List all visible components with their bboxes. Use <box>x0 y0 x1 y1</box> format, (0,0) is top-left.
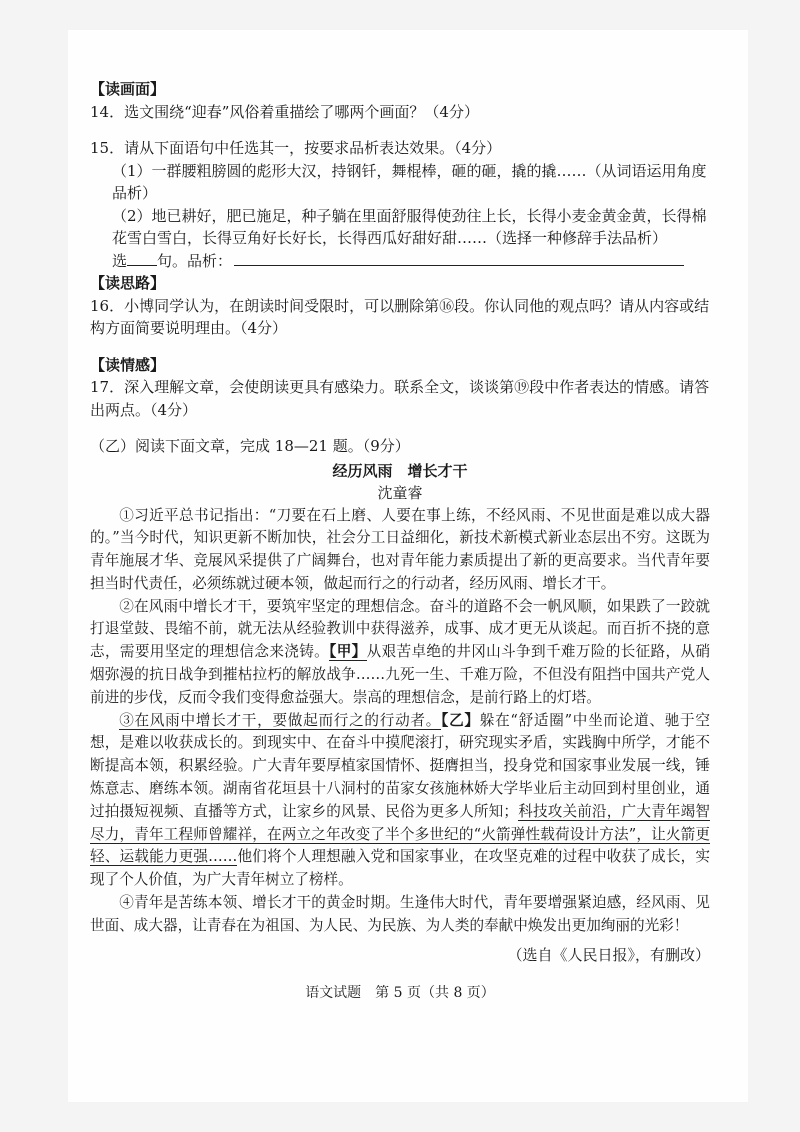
article-paragraph-3 <box>90 710 710 892</box>
question-16: 16．小博同学认为，在朗读时间受限时，可以删除第⑯段。你认同他的观点吗？请从内容或结构方面简要说明理由。（4分） <box>90 296 710 337</box>
section-heading-read-thought: 【读思路】 <box>90 274 166 292</box>
analysis-blank[interactable] <box>234 251 684 266</box>
article-author: 沈童睿 <box>377 484 423 502</box>
section-heading-read-picture: 【读画面】 <box>90 80 166 98</box>
sentence-choice-blank[interactable] <box>127 251 157 266</box>
exam-page <box>90 78 710 1005</box>
article-paragraph-2 <box>90 596 710 710</box>
answer-mid: 句。品析： <box>157 251 233 270</box>
paragraph-2-part-a: ②在风雨中增长才干，要筑牢坚定的理想信念。奋斗的道路不会一帆风顺，如果跌了一跤就打退堂鼓、畏缩不前，就无法从经验教训中获得滋养，成事、成才更无从谈起。而百折不挠的意志，需要用坚定的理想信念来浇铸。 <box>90 597 710 661</box>
article-paragraph-4: ④青年是苦练本领、增长才干的黄金时期。生逢伟大时代，青年要增强紧迫感，经风雨、见世面、成大器，让青春在为祖国、为人民、为民族、为人类的奉献中焕发出更加绚丽的光彩！ <box>90 894 710 934</box>
mark-jia: 【甲】 <box>329 643 367 661</box>
question-15-item-1: （1）一群腰粗膀圆的彪形大汉，持钢钎，舞棍棒，砸的砸，撬的撬……（从词语运用角度品析） <box>112 161 707 202</box>
article-paragraph-1: ①习近平总书记指出：“刀要在石上磨、人要在事上练，不经风雨、不见世面是难以成大器的。”当今时代，知识更新不断加快，社会分工日益细化，新技术新模式新业态层出不穷。这既为青年施展才华、竞展风采提供了广阔舞台，也对青年能力素质提出了新的更高要求。当代青年要担当时代责任，必须练就过硬本领，做起而行之的行动者，经历风雨、增长才干。 <box>90 506 710 592</box>
paragraph-3-part-c: 他们将个人理想融入党和国家事业，在攻坚克难的过程中收获了成长，实现了个人价值，为广大青年树立了榜样。 <box>90 848 710 889</box>
mark-yi: 【乙】 <box>441 711 480 729</box>
paragraph-3-underlined: 科技攻关前沿，广大青年竭智尽力，青年工程师曾耀祥，在两立之年改变了半个多世纪的“火箭弹性载荷设计方法”，让火箭更轻、运载能力更强…… <box>90 802 710 866</box>
article-title: 经历风雨 增长才干 <box>332 461 468 480</box>
question-15-item-2: （2）地已耕好，肥已施足，种子躺在里面舒服得使劲往上长，长得小麦金黄金黄，长得棉花雪白雪白，长得豆角好长好长，长得西瓜好甜好甜……（选择一种修辞手法品析） <box>112 206 707 247</box>
question-15-answer-line[interactable] <box>90 250 710 273</box>
paragraph-2-part-b: 从艰苦卓绝的井冈山斗争到千难万险的长征路，从硝烟弥漫的抗日战争到摧枯拉朽的解放战争……九死一生、千难万险，不但没有阻挡中国共产党人前进的步伐，反而令我们变得愈益强大。崇高的理想信念，是前行路上的灯塔。 <box>90 643 710 706</box>
question-17: 17．深入理解文章，会使朗读更具有感染力。联系全文，谈谈第⑲段中作者表达的情感。请答出两点。（4分） <box>90 378 710 419</box>
paragraph-3-part-b: 躲在“舒适圈”中坐而论道、驰于空想，是难以收获成长的。到现实中、在奋斗中摸爬滚打，研究现实矛盾，实践胸中所学，才能不断提高本领，积累经验。广大青年要厚植家国情怀、挺膺担当，投身党和国家事业发展一线，锤炼意志、磨练本领。湖南省花垣县十八洞村的苗家女孩施林娇大学毕业后主动回到村里创业，通过拍摄短视频、直播等方式，让家乡的风景、民俗为更多人所知； <box>90 711 710 820</box>
question-14: 14．选文围绕“迎春”风俗着重描绘了哪两个画面？（4分） <box>90 102 479 121</box>
page-footer: 语文试题 第 5 页（共 8 页） <box>305 985 495 1002</box>
paragraph-3-part-a: ③在风雨中增长才干，要做起而行之的行动者。 <box>119 711 442 729</box>
question-15-stem: 15．请从下面语句中任选其一，按要求品析表达效果。（4分） <box>90 139 502 157</box>
answer-prefix: 选 <box>112 251 128 270</box>
section-heading-read-emotion: 【读情感】 <box>90 355 166 374</box>
part-b-intro: （乙）阅读下面文章，完成 18—21 题。（9分） <box>90 437 410 455</box>
article-source: （选自《人民日报》，有删改） <box>507 945 710 964</box>
